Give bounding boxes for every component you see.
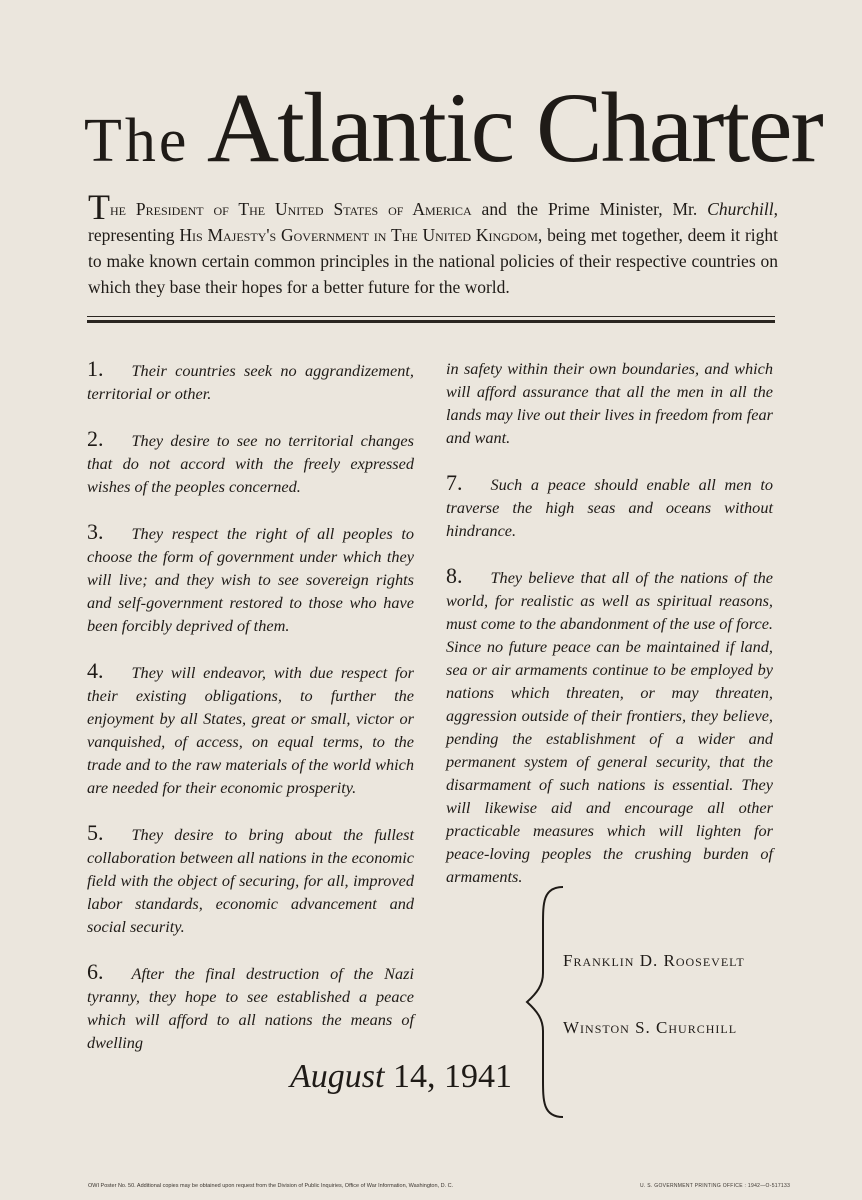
page-title: [84, 72, 822, 183]
preamble-text-4: , being met together, deem it right to make known certain common principles in the national policies of their respective countries on which they base their hopes for a better future for the world.: [88, 225, 779, 297]
footer-printing: U. S. GOVERNMENT PRINTING OFFICE : 1942—O-517133: [640, 1183, 791, 1189]
brace-icon: [525, 885, 565, 1120]
drop-cap: T: [88, 187, 110, 227]
preamble-churchill: Churchill: [707, 199, 774, 219]
date-rest: 14, 1941: [384, 1058, 512, 1095]
article-number: 5.: [87, 820, 104, 845]
article-5: [87, 821, 414, 938]
article-1: [87, 357, 414, 405]
article-number: 3.: [87, 519, 104, 544]
article-7: [446, 471, 773, 542]
article-text: They desire to see no territorial changes that do not accord with the freely expressed wishes of the peoples concerned.: [87, 431, 414, 496]
article-8: [446, 564, 773, 888]
article-6: [87, 960, 414, 1054]
title-main: Atlantic Charter: [206, 72, 822, 183]
date-month: August: [290, 1058, 385, 1095]
article-text: They believe that all of the nations of the world, for realistic as well as spiritual reasons, must come to the abandonment of the use of force. Since no future peace can be maintained if land, sea or air armaments continue to be employed by nations which threaten, or may threaten, aggression outside of their frontiers, they believe, pending the establishment of a wider and permanent system of general security, that the disarmament of such nations is essential. They will likewise aid and encourage all other practicable measures which will lighten for peace-loving peoples the crushing burden of armaments.: [446, 568, 773, 886]
signature-churchill: Winston S. Churchill: [563, 1018, 738, 1037]
date: [290, 1058, 512, 1096]
article-number: 4.: [87, 658, 104, 683]
article-4: [87, 659, 414, 799]
signature-block: [525, 885, 805, 1120]
article-text: After the final destruction of the Nazi tyranny, they hope to see established a peace which will afford to all nations the means of dwelling: [87, 964, 414, 1052]
article-6-continued: in safety within their own boundaries, and which will afford assurance that all the men in all the lands may live out their lives in freedom from fear and want.: [446, 359, 773, 447]
preamble-text-1: he President of: [110, 199, 239, 219]
article-number: 7.: [446, 470, 463, 495]
preamble-text-2: and the Prime Minister, Mr.: [471, 199, 708, 219]
article-number: 1.: [87, 356, 104, 381]
article-number: 8.: [446, 563, 463, 588]
divider-thin: [87, 316, 775, 317]
article-text: They will endeavor, with due respect for their existing obligations, to further the enjoyment by all States, great or small, victor or vanquished, of access, on equal terms, to the trade and to the raw materials of the world which are needed for their economic prosperity.: [87, 663, 414, 797]
article-2: [87, 427, 414, 498]
article-text: They respect the right of all peoples to choose the form of government under which they will live; and they wish to see sovereign rights and self-government restored to those who have been forcibly deprived of them.: [87, 524, 414, 635]
title-the: The: [84, 107, 190, 175]
articles-left-column: [87, 357, 414, 1076]
article-3: [87, 520, 414, 637]
article-text: They desire to bring about the fullest collaboration between all nations in the economic field with the object of securing, for all, improved labor standards, economic advancement and social security.: [87, 825, 414, 936]
article-number: 2.: [87, 426, 104, 451]
preamble-usa: The United States of America: [238, 199, 472, 219]
footer-credit: OWI Poster No. 50. Additional copies may be obtained upon request from the Division of Public Inquiries, Office of War Information, Washington, D. C.: [88, 1183, 454, 1189]
article-text: Their countries seek no aggrandizement, territorial or other.: [87, 361, 414, 403]
preamble-text-3: , representing: [88, 199, 778, 245]
articles-right-column: [446, 357, 773, 910]
divider-thick: [87, 320, 775, 323]
article-number: 6.: [87, 959, 104, 984]
signature-roosevelt: Franklin D. Roosevelt: [563, 951, 745, 970]
article-text: Such a peace should enable all men to traverse the high seas and oceans without hindrance.: [446, 475, 773, 540]
preamble-hmg: His Majesty's Government in The United Kingdom: [179, 225, 538, 245]
preamble: [88, 187, 779, 300]
